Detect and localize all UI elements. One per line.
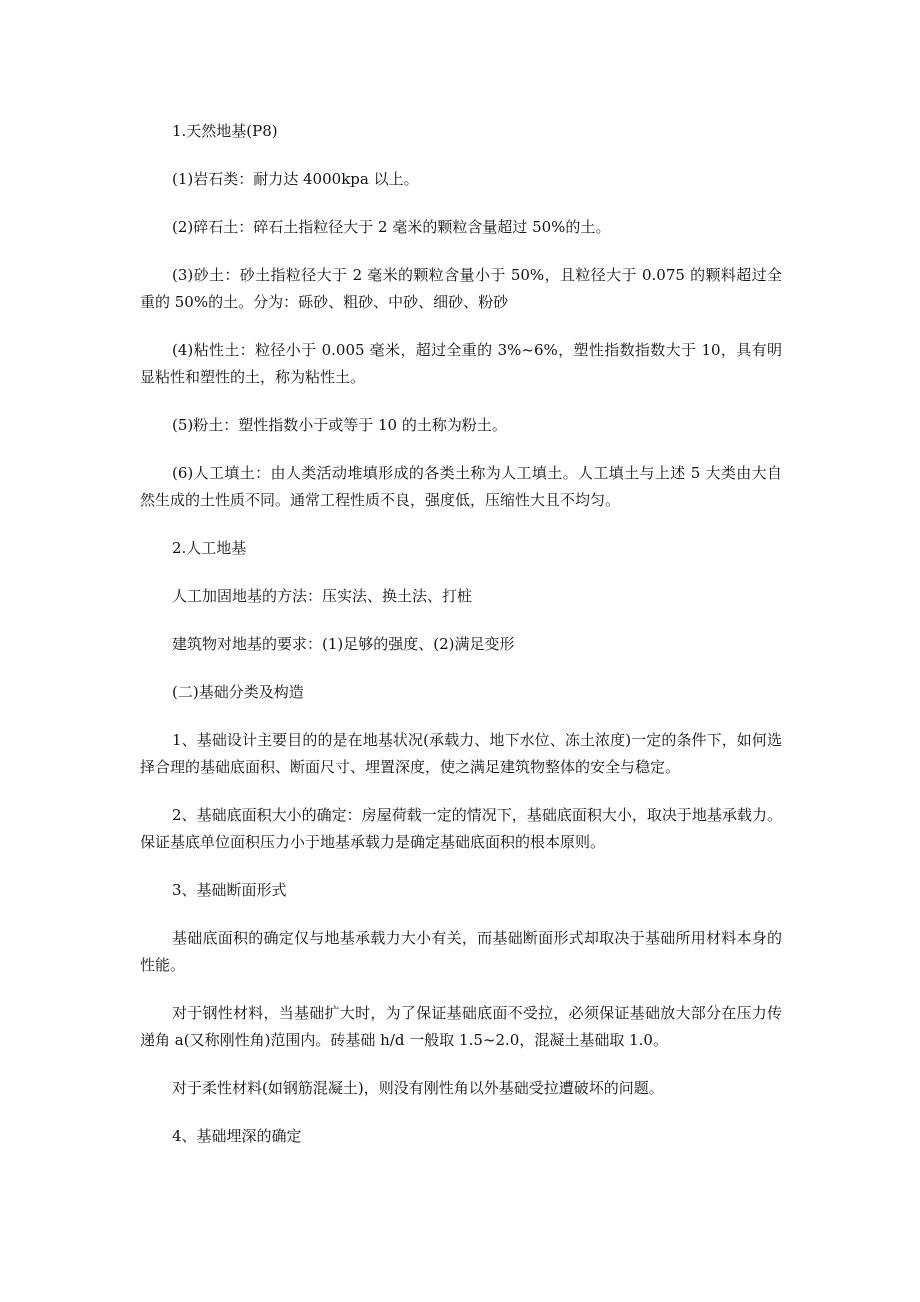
paragraph-reinforcement-methods: 人工加固地基的方法：压实法、换土法、打桩 (172, 587, 473, 605)
paragraph-design-purpose: 1、基础设计主要目的的是在地基状况(承载力、地下水位、冻土浓度)一定的条件下，如何选择合理的基础底面积、断面尺寸、埋置深度，使之满足建筑物整体的安全与稳定。 (140, 731, 782, 776)
paragraph-rigid-material: 对于钢性材料，当基础扩大时，为了保证基础底面不受拉，必须保证基础放大部分在压力传递角 a(又称刚性角)范围内。砖基础 h/d 一般取 1.5~2.0，混凝土基础取 1.0。 (140, 1004, 782, 1049)
heading-section-form: 3、基础断面形式 (172, 881, 287, 899)
paragraph-section-form: 基础底面积的确定仅与地基承载力大小有关，而基础断面形式却取决于基础所用材料本身的性能。 (140, 929, 782, 974)
heading-burial-depth: 4、基础埋深的确定 (172, 1127, 302, 1145)
paragraph-silt: (5)粉土：塑性指数小于或等于 10 的土称为粉土。 (172, 416, 507, 434)
heading-natural-foundation: 1.天然地基(P8) (172, 122, 278, 140)
paragraph-building-requirements: 建筑物对地基的要求：(1)足够的强度、(2)满足变形 (172, 635, 515, 653)
paragraph-flexible-material: 对于柔性材料(如钢筋混凝土)，则没有刚性角以外基础受拉遭破坏的问题。 (172, 1079, 664, 1097)
paragraph-gravel-soil: (2)碎石土：碎石土指粒径大于 2 毫米的颗粒含量超过 50%的土。 (172, 218, 611, 236)
heading-foundation-classification: (二)基础分类及构造 (172, 683, 304, 701)
paragraph-base-area: 2、基础底面积大小的确定：房屋荷载一定的情况下，基础底面积大小，取决于地基承载力。保证基底单位面积压力小于地基承载力是确定基础底面积的根本原则。 (140, 806, 782, 851)
paragraph-cohesive-soil: (4)粘性土：粒径小于 0.005 毫米，超过全重的 3%~6%，塑性指数指数大于 10，具有明显粘性和塑性的土，称为粘性土。 (140, 341, 782, 386)
paragraph-sandy-soil: (3)砂土：砂土指粒径大于 2 毫米的颗粒含量小于 50%，且粒径大于 0.075 的颗料超过全重的 50%的土。分为：砾砂、粗砂、中砂、细砂、粉砂 (140, 266, 782, 311)
heading-artificial-foundation: 2.人工地基 (172, 539, 247, 557)
paragraph-artificial-fill: (6)人工填土：由人类活动堆填形成的各类土称为人工填土。人工填土与上述 5 大类由大自然生成的土性质不同。通常工程性质不良，强度低，压缩性大且不均匀。 (140, 464, 782, 509)
paragraph-rock: (1)岩石类：耐力达 4000kpa 以上。 (172, 170, 419, 188)
document-body (140, 118, 782, 1171)
